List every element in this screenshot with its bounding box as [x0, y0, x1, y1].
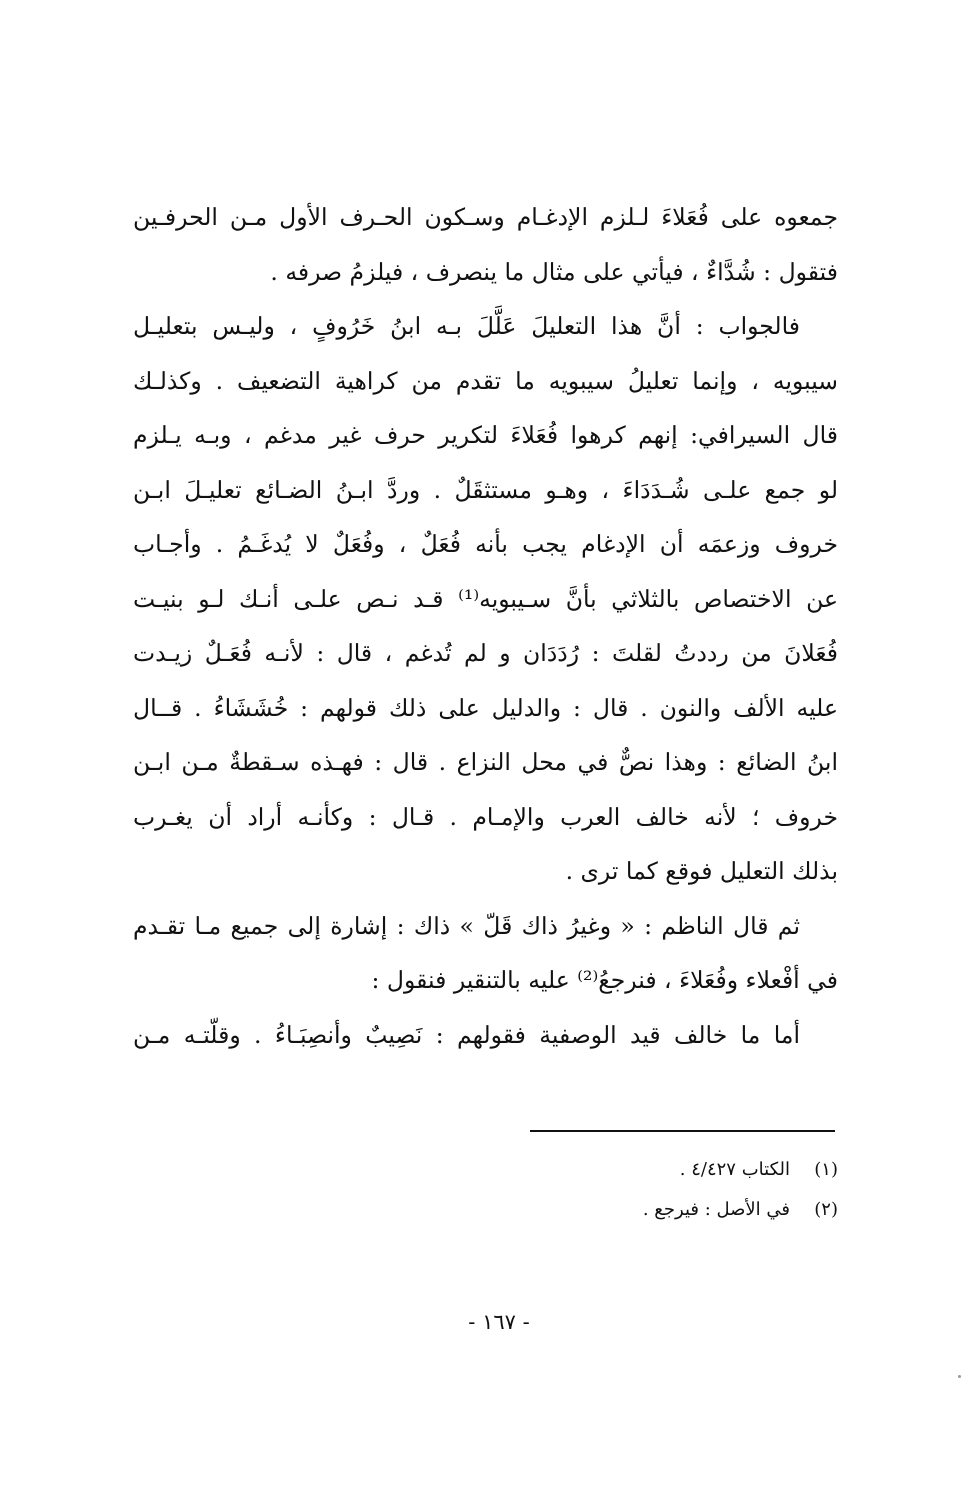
text-line-10: عليه الألف والنون . قال : والدليل على ذلك قولهم : خُشَشَاءُ . قــال: [133, 693, 838, 722]
text-line-5: قال السيرافي: إنهم كرهوا فُعَلاءَ لتكرير حرف غير مدغم ، وبـه يـلزم: [133, 421, 838, 449]
footnotes: [338, 1150, 838, 1230]
text-line-11: ابنُ الضائع : وهذا نصٌّ في محل النزاع . قال : فهـذه سـقطةٌ مـن ابـن: [133, 748, 838, 776]
text-line-16: أما ما خالف قيد الوصفية فقولهم : نَصِيبٌ وأنصِبَـاءُ . وقلّتـه مـن: [133, 1020, 800, 1049]
scan-speck: [958, 1375, 961, 1378]
text-line-2: فتقول : شُدَّاءٌ ، فيأتي على مثال ما ينصرف ، فيلزمُ صرفه .: [270, 257, 838, 286]
text-line-1: جمعوه على فُعَلاءَ لـلزم الإدغـام وسـكون الحـرف الأول مـن الحرفـين: [133, 203, 838, 231]
text-line-13: بذلك التعليل فوقع كما ترى .: [565, 857, 838, 885]
text-line-14: ثم قال الناظم : « وغيرُ ذاك قَلّ » ذاك : إشارة إلى جميع مـا تقـدم: [133, 911, 800, 940]
text-line-6: لو جمع علـى شُـدَدَاءَ ، وهـو مستثقَلٌ . وردَّ ابـنُ الضـائع تعليـلَ ابـن: [133, 475, 838, 504]
text-line-8: عن الاختصاص بالثلاثي بأنَّ سـيبويه⁽¹⁾ قـد نـص علـى أنـك لـو بنيـت: [133, 584, 838, 613]
footnote-text: الكتاب ٤/٤٢٧ .: [679, 1159, 790, 1180]
text-line-15: في أفْعلاء وفُعَلاءَ ، فنرجعُ⁽²⁾ عليه بالتنقير فنقول :: [371, 966, 838, 994]
text-line-7: خروف وزعمَه أن الإدغام يجب بأنه فُعَلٌ ، وفُعَلٌ لا يُدغَـمُ . وأجـاب: [133, 530, 838, 558]
page-number: - ١٦٧ -: [468, 1310, 530, 1334]
text-line-4: سيبويه ، وإنما تعليلُ سيبويه ما تقدم من كراهية التضعيف . وكذلـك: [133, 366, 838, 395]
main-text-block: [133, 190, 838, 1062]
footnote-number: (٢): [814, 1199, 838, 1220]
text-line-12: خروف ؛ لأنه خالف العرب والإمـام . قـال : وكأنـه أراد أن يغـرب: [133, 802, 838, 831]
footnote-1: [338, 1150, 838, 1190]
footnote-2: [338, 1190, 838, 1230]
footnote-text: في الأصل : فيرجع .: [642, 1199, 790, 1220]
footnote-separator: [530, 1130, 835, 1132]
footnote-number: (١): [814, 1159, 838, 1180]
text-line-9: فُعَلانَ من رددتُ لقلتَ : رُدَدَان و لم تُدغم ، قال : لأنـه فُعَـلٌ زيـدت: [133, 639, 838, 667]
text-line-3: فالجواب : أنَّ هذا التعليلَ عَلَّلَ بـه ابنُ خَرُوفٍ ، وليـس بتعليـل: [133, 312, 800, 340]
